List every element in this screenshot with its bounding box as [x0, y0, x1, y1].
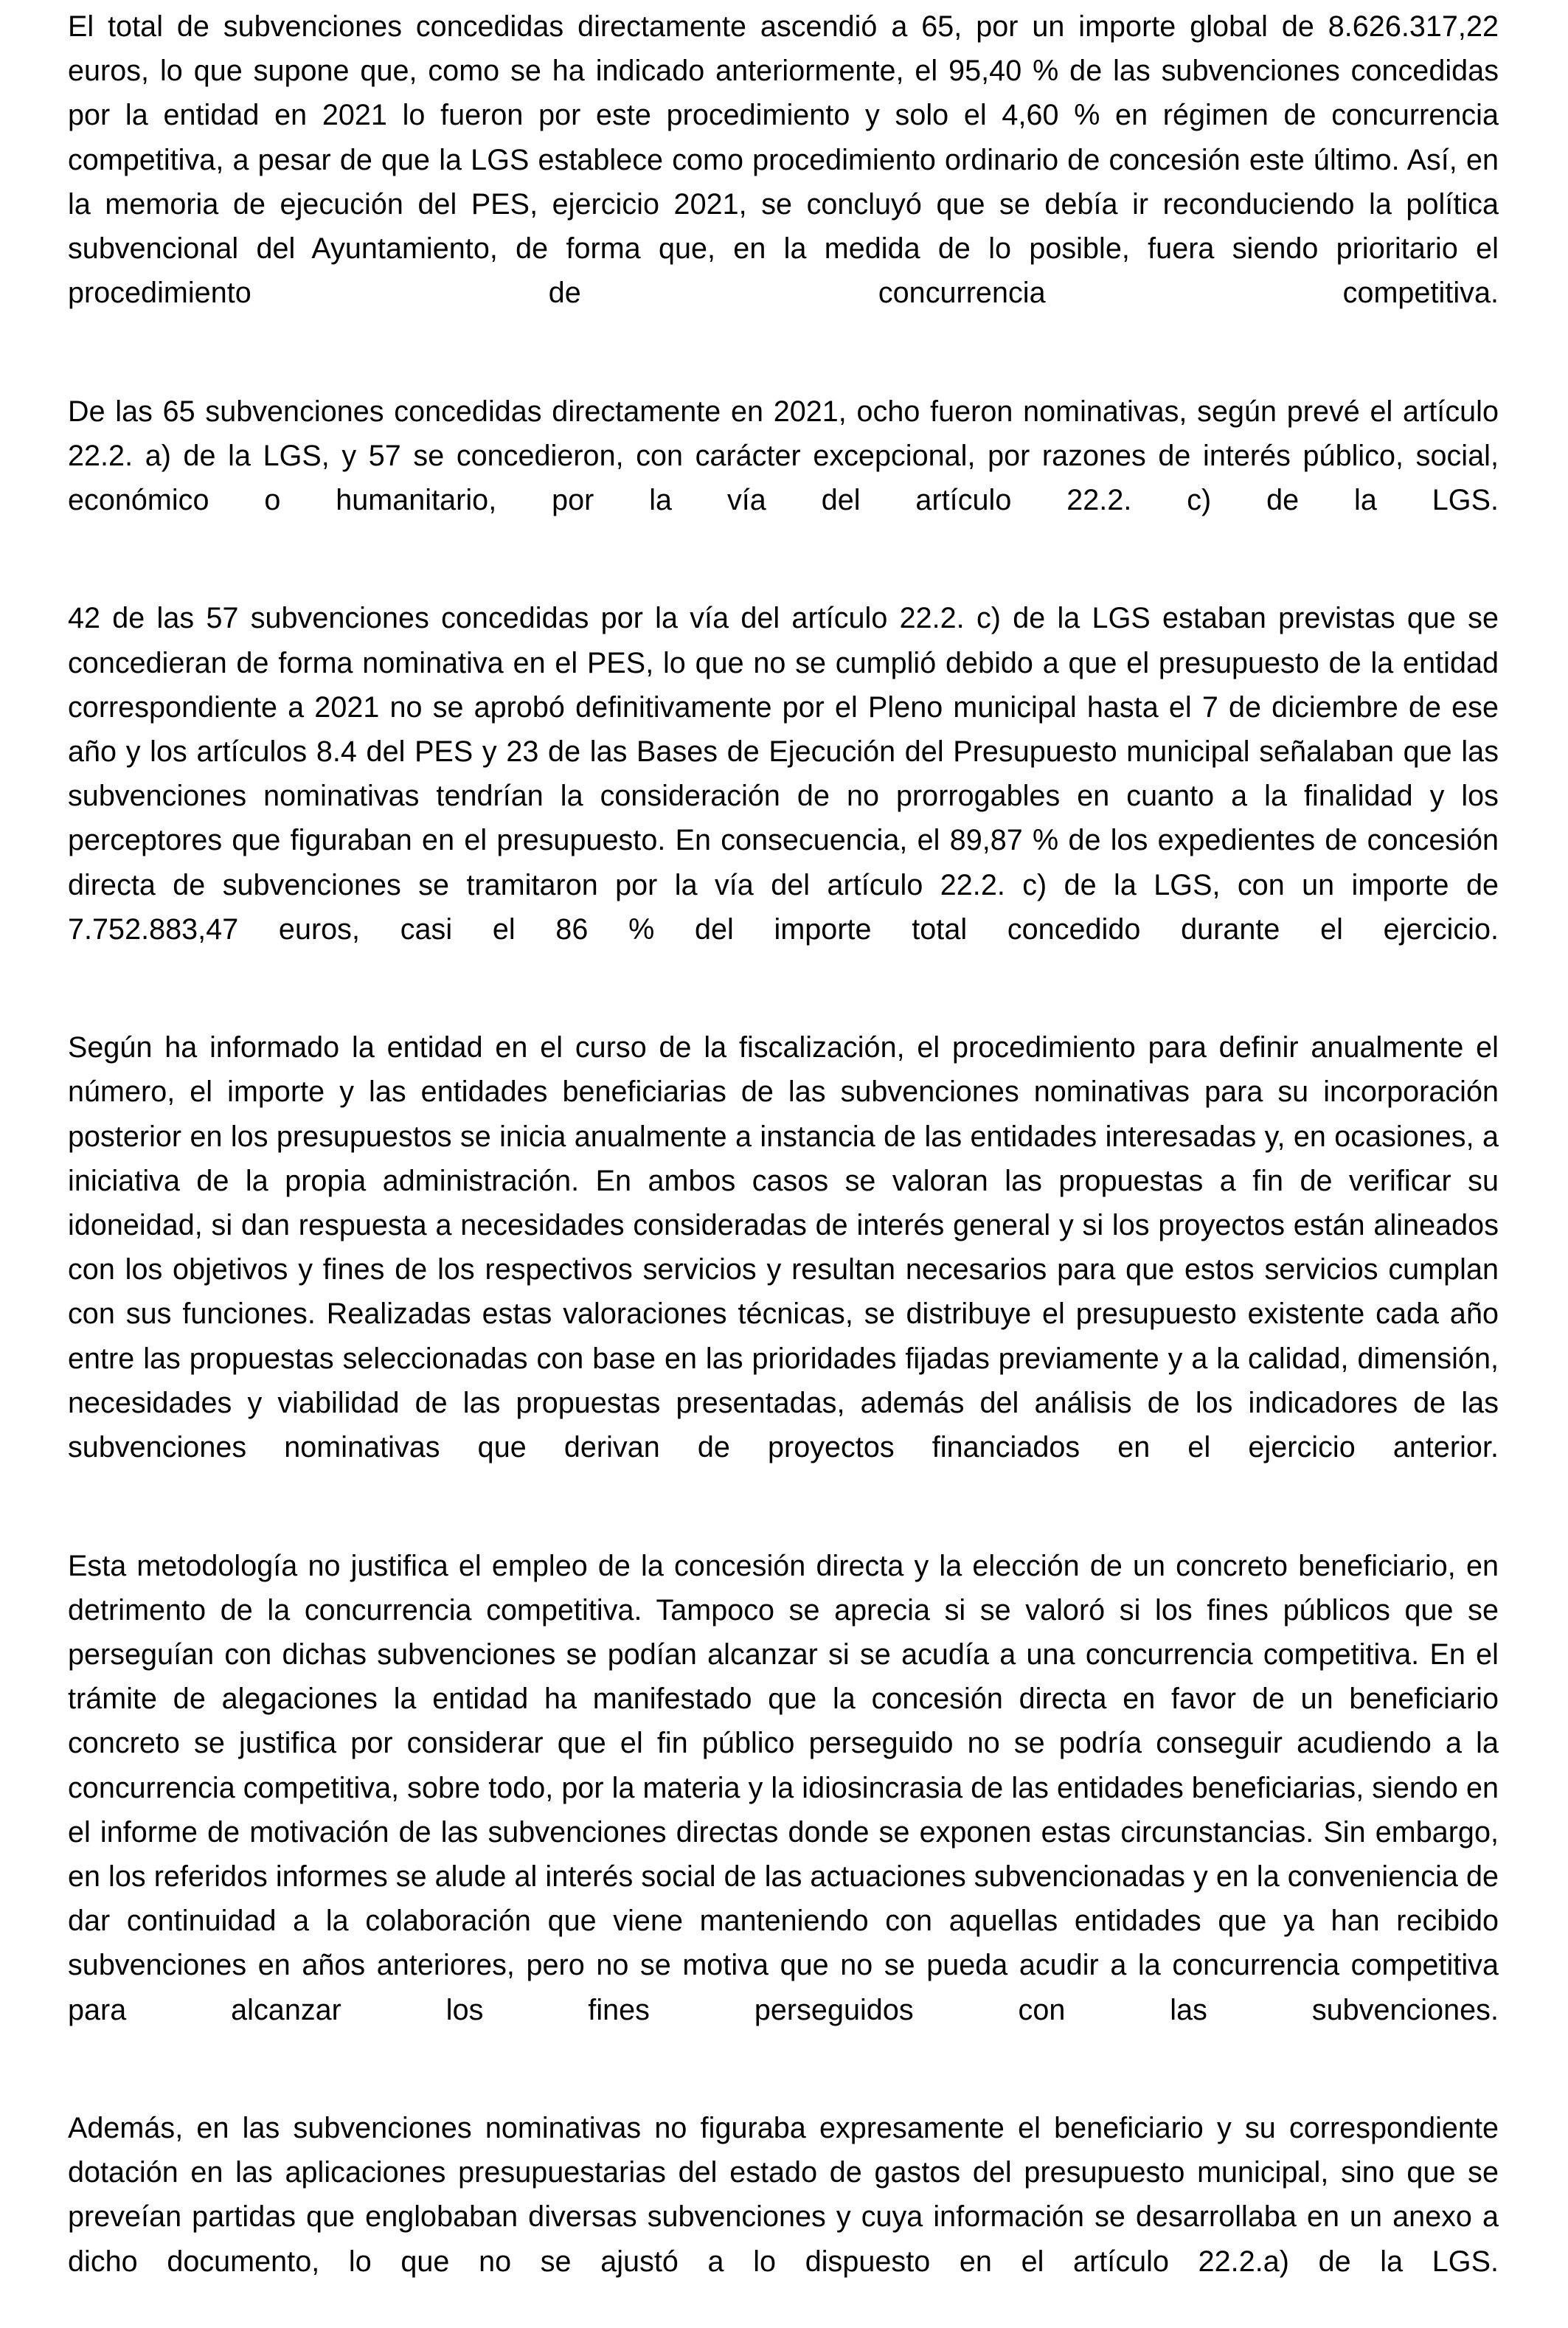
- paragraph-1: El total de subvenciones concedidas directamente ascendió a 65, por un importe global de 8.626.317,22 euros, lo que supone que, como se ha indicado anteriormente, el 95,40 % de las subvenciones concedidas por la entidad en 2021 lo fueron por este procedimiento y solo el 4,60 % en régimen de concurrencia competitiva, a pesar de que la LGS establece como procedimiento ordinario de concesión este último. Así, en la memoria de ejecución del PES, ejercicio 2021, se concluyó que se debía ir reconduciendo la política subvencional del Ayuntamiento, de forma que, en la medida de lo posible, fuera siendo prioritario el procedimiento de concurrencia competitiva.: [68, 10, 1499, 310]
- paragraph-6: Además, en las subvenciones nominativas no figuraba expresamente el beneficiario y su correspondiente dotación en las aplicaciones presupuestarias del estado de gastos del presupuesto municipal, sino que se preveían partidas que englobaban diversas subvenciones y cuya información se desarrollaba en un anexo a dicho documento, lo que no se ajustó a lo dispuesto en el artículo 22.2.a) de la LGS.: [68, 2111, 1499, 2278]
- paragraph-4: Según ha informado la entidad en el curso de la fiscalización, el procedimiento para definir anualmente el número, el importe y las entidades beneficiarias de las subvenciones nominativas para su incorporación posterior en los presupuestos se inicia anualmente a instancia de las entidades interesadas y, en ocasiones, a iniciativa de la propia administración. En ambos casos se valoran las propuestas a fin de verificar su idoneidad, si dan respuesta a necesidades consideradas de interés general y si los proyectos están alineados con los objetivos y fines de los respectivos servicios y resultan necesarios para que estos servicios cumplan con sus funciones. Realizadas estas valoraciones técnicas, se distribuye el presupuesto existente cada año entre las propuestas seleccionadas con base en las prioridades fijadas previamente y a la calidad, dimensión, necesidades y viabilidad de las propuestas presentadas, además del análisis de los indicadores de las subvenciones nominativas que derivan de proyectos financiados en el ejercicio anterior.: [68, 1031, 1499, 1464]
- paragraph-5: Esta metodología no justifica el empleo de la concesión directa y la elección de un concreto beneficiario, en detrimento de la concurrencia competitiva. Tampoco se aprecia si se valoró si los fines públicos que se perseguían con dichas subvenciones se podían alcanzar si se acudía a una concurrencia competitiva. En el trámite de alegaciones la entidad ha manifestado que la concesión directa en favor de un beneficiario concreto se justifica por considerar que el fin público perseguido no se podría conseguir acudiendo a la concurrencia competitiva, sobre todo, por la materia y la idiosincrasia de las entidades beneficiarias, siendo en el informe de motivación de las subvenciones directas donde se exponen estas circunstancias. Sin embargo, en los referidos informes se alude al interés social de las actuaciones subvencionadas y en la conveniencia de dar continuidad a la colaboración que viene manteniendo con aquellas entidades que ya han recibido subvenciones en años anteriores, pero no se motiva que no se pueda acudir a la concurrencia competitiva para alcanzar los fines perseguidos con las subvenciones.: [68, 1549, 1499, 2026]
- paragraph-3: 42 de las 57 subvenciones concedidas por la vía del artículo 22.2. c) de la LGS estaban previstas que se concedieran de forma nominativa en el PES, lo que no se cumplió debido a que el presupuesto de la entidad correspondiente a 2021 no se aprobó definitivamente por el Pleno municipal hasta el 7 de diciembre de ese año y los artículos 8.4 del PES y 23 de las Bases de Ejecución del Presupuesto municipal señalaban que las subvenciones nominativas tendrían la consideración de no prorrogables en cuanto a la finalidad y los perceptores que figuraban en el presupuesto. En consecuencia, el 89,87 % de los expedientes de concesión directa de subvenciones se tramitaron por la vía del artículo 22.2. c) de la LGS, con un importe de 7.752.883,47 euros, casi el 86 % del importe total concedido durante el ejercicio.: [68, 602, 1499, 946]
- paragraph-2: De las 65 subvenciones concedidas directamente en 2021, ocho fueron nominativas, según prevé el artículo 22.2. a) de la LGS, y 57 se concedieron, con carácter excepcional, por razones de interés público, social, económico o humanitario, por la vía del artículo 22.2. c) de la LGS.: [68, 395, 1499, 517]
- document-body: [68, 0, 1499, 2328]
